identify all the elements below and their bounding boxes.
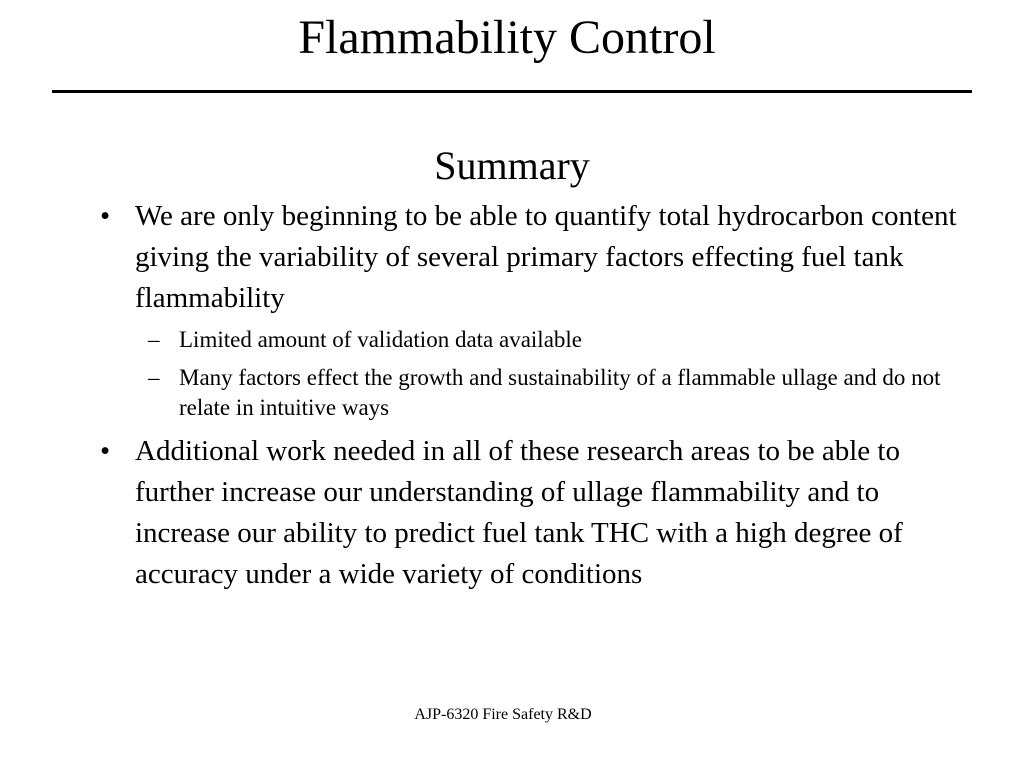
bullet-marker: •	[100, 200, 111, 232]
slide-footer: AJP-6320 Fire Safety R&D	[414, 706, 592, 723]
title-divider	[52, 90, 972, 93]
bullet-marker: •	[100, 435, 111, 467]
sub-bullet-item	[100, 325, 960, 355]
bullet-text: We are only beginning to be able to quantify total hydrocarbon content giving the variability of several primary factors effecting fuel tank flammability	[135, 200, 957, 314]
sub-bullet-marker: –	[148, 327, 160, 352]
bullet-list	[100, 196, 960, 601]
sub-bullet-list	[100, 325, 960, 423]
sub-bullet-text: Limited amount of validation data available	[179, 327, 583, 352]
slide-title: Flammability Control	[298, 11, 716, 64]
bullet-text: Additional work needed in all of these research areas to be able to further increase our understanding of ullage flammability and to increase our ability to predict fuel tank THC with a high degree of accuracy under a wide variety of conditions	[135, 435, 903, 590]
bullet-item	[100, 196, 960, 319]
slide-subtitle: Summary	[434, 143, 590, 188]
bullet-item	[100, 431, 960, 595]
sub-bullet-item	[100, 363, 960, 423]
sub-bullet-text: Many factors effect the growth and sustainability of a flammable ullage and do not relate in intuitive ways	[179, 365, 941, 420]
sub-bullet-marker: –	[148, 365, 160, 390]
